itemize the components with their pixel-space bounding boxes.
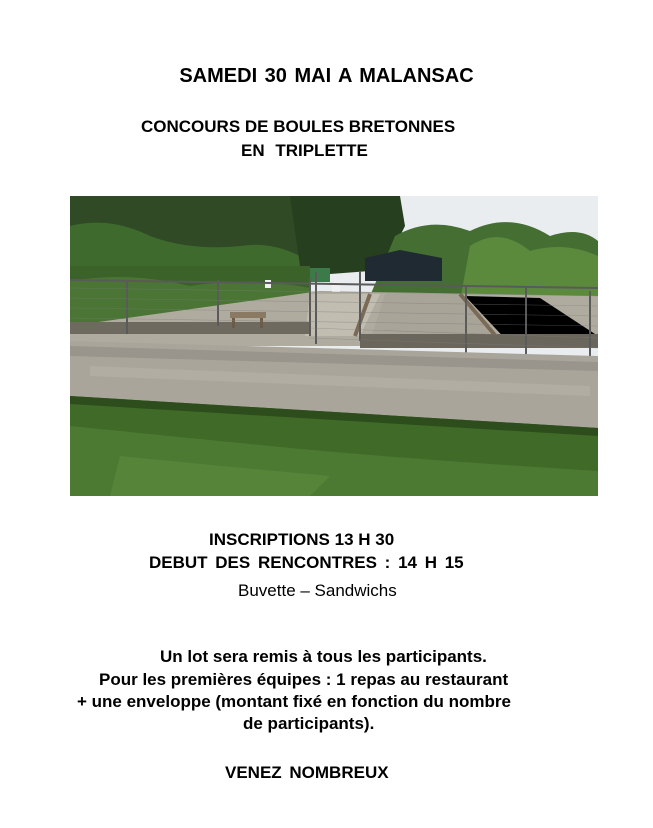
boules-court-photo <box>70 196 598 496</box>
start-time: DEBUT DES RENCONTRES : 14 H 15 <box>149 553 464 572</box>
prize-line-3: + une enveloppe (montant fixé en fonction du nombre <box>77 692 511 711</box>
registration-time: INSCRIPTIONS 13 H 30 <box>209 530 395 549</box>
prize-line-1: Un lot sera remis à tous les participants. <box>160 647 487 666</box>
prize-line-2: Pour les premières équipes : 1 repas au restaurant <box>99 670 509 689</box>
refreshments-info: Buvette – Sandwichs <box>238 581 397 600</box>
event-subtitle-line1: CONCOURS DE BOULES BRETONNES <box>141 117 456 136</box>
event-title: SAMEDI 30 MAI A MALANSAC <box>179 65 474 87</box>
prize-line-4: de participants). <box>243 714 375 733</box>
call-to-action: VENEZ NOMBREUX <box>225 763 389 782</box>
event-subtitle-line2: EN TRIPLETTE <box>241 141 368 160</box>
